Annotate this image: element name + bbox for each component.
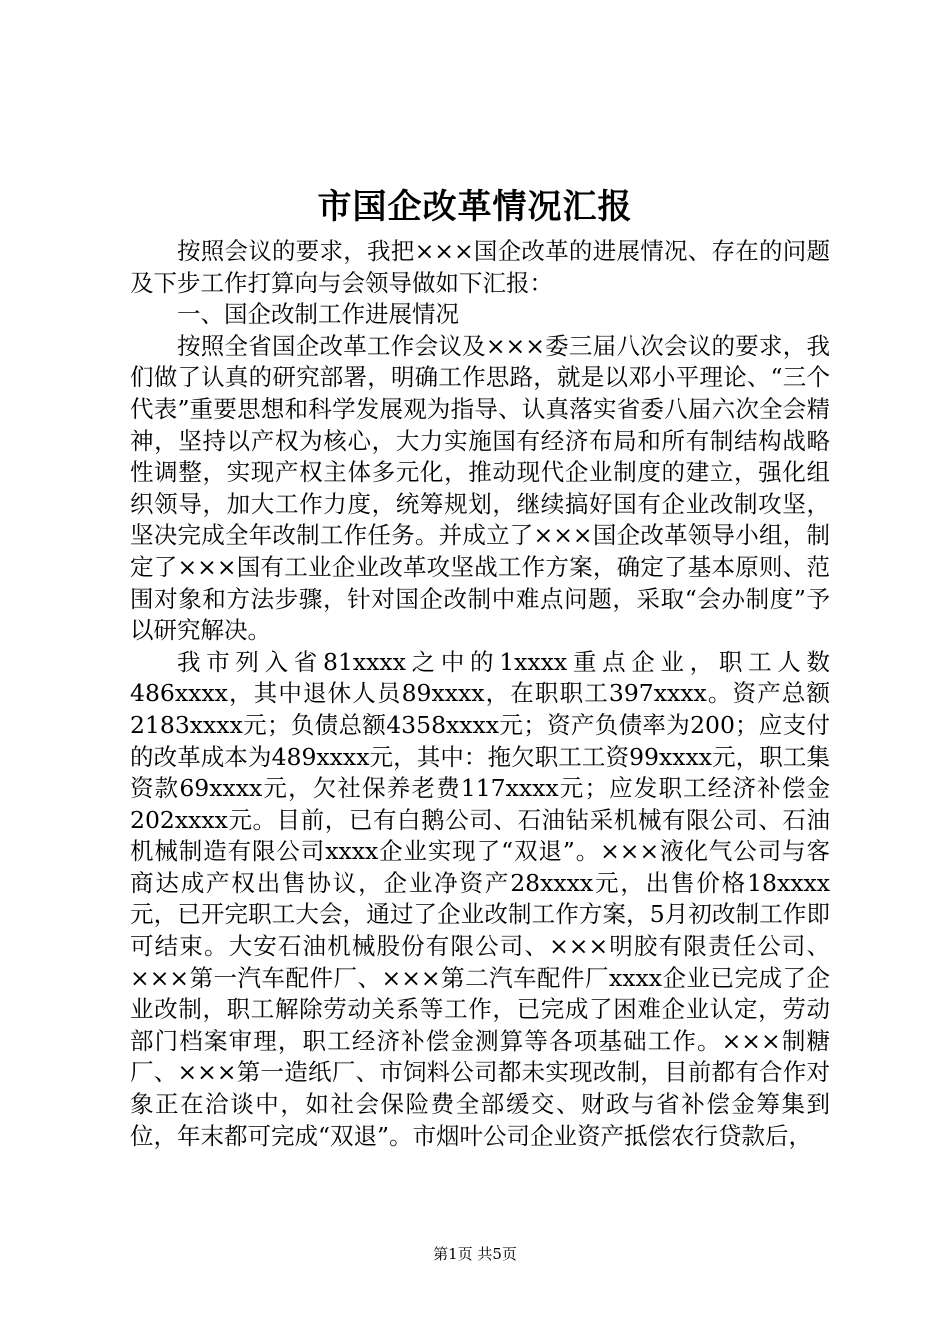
page-footer: 第1页 共5页 bbox=[433, 1245, 517, 1263]
paragraph-work-plan: 按照全省国企改革工作会议及×××委三届八次会议的要求，我们做了认真的研究部署，明确工作思路，就是以邓小平理论、“三个代表”重要思想和科学发展观为指导、认真落实省委八届六次全会精神，坚持以产权为核心，大力实施国有经济布局和所有制结构战略性调整，实现产权主体多元化，推动现代企业制度的建立，强化组织领导，加大工作力度，统筹规划，继续搞好国有企业改制攻坚，坚决完成全年改制工作任务。并成立了×××国企改革领导小组，制定了×××国有工业企业改革攻坚战工作方案，确定了基本原则、范围对象和方法步骤，针对国企改制中难点问题，采取“会办制度”予以研究解决。 bbox=[130, 331, 830, 645]
document-body bbox=[130, 236, 830, 1152]
paragraph-intro: 按照会议的要求，我把×××国企改革的进展情况、存在的问题及下步工作打算向与会领导做如下汇报： bbox=[130, 237, 830, 297]
paragraph-enterprise-status: 我市列入省81xxxx之中的1xxxx重点企业，职工人数486xxxx，其中退休人员89xxxx，在职职工397xxxx。资产总额2183xxxx元；负债总额4358xxxx元；资产负债率为200；应支付的改革成本为489xxxx元，其中：拖欠职工工资99xxxx元，职工集资款69xxxx元，欠社保养老费117xxxx元；应发职工经济补偿金202xxxx元。目前，已有白鹅公司、石油钻采机械有限公司、石油机械制造有限公司xxxx企业实现了“双退”。×××液化气公司与客商达成产权出售协议，企业净资产28xxxx元，出售价格18xxxx元，已开完职工大会，通过了企业改制工作方案，5月初改制工作即可结束。大安石油机械股份有限公司、×××明胶有限责任公司、×××第一汽车配件厂、×××第二汽车配件厂xxxx企业已完成了企业改制，职工解除劳动关系等工作，已完成了困难企业认定，劳动部门档案审理，职工经济补偿金测算等各项基础工作。×××制糖厂、×××第一造纸厂、市饲料公司都未实现改制，目前都有合作对象正在洽谈中，如社会保险费全部缓交、财政与省补偿金筹集到位，年末都可完成“双退”。市烟叶公司企业资产抵偿农行贷款后， bbox=[130, 647, 830, 1150]
section-heading: 一、国企改制工作进展情况 bbox=[177, 300, 459, 329]
document-title: 市国企改革情况汇报 bbox=[317, 187, 633, 227]
